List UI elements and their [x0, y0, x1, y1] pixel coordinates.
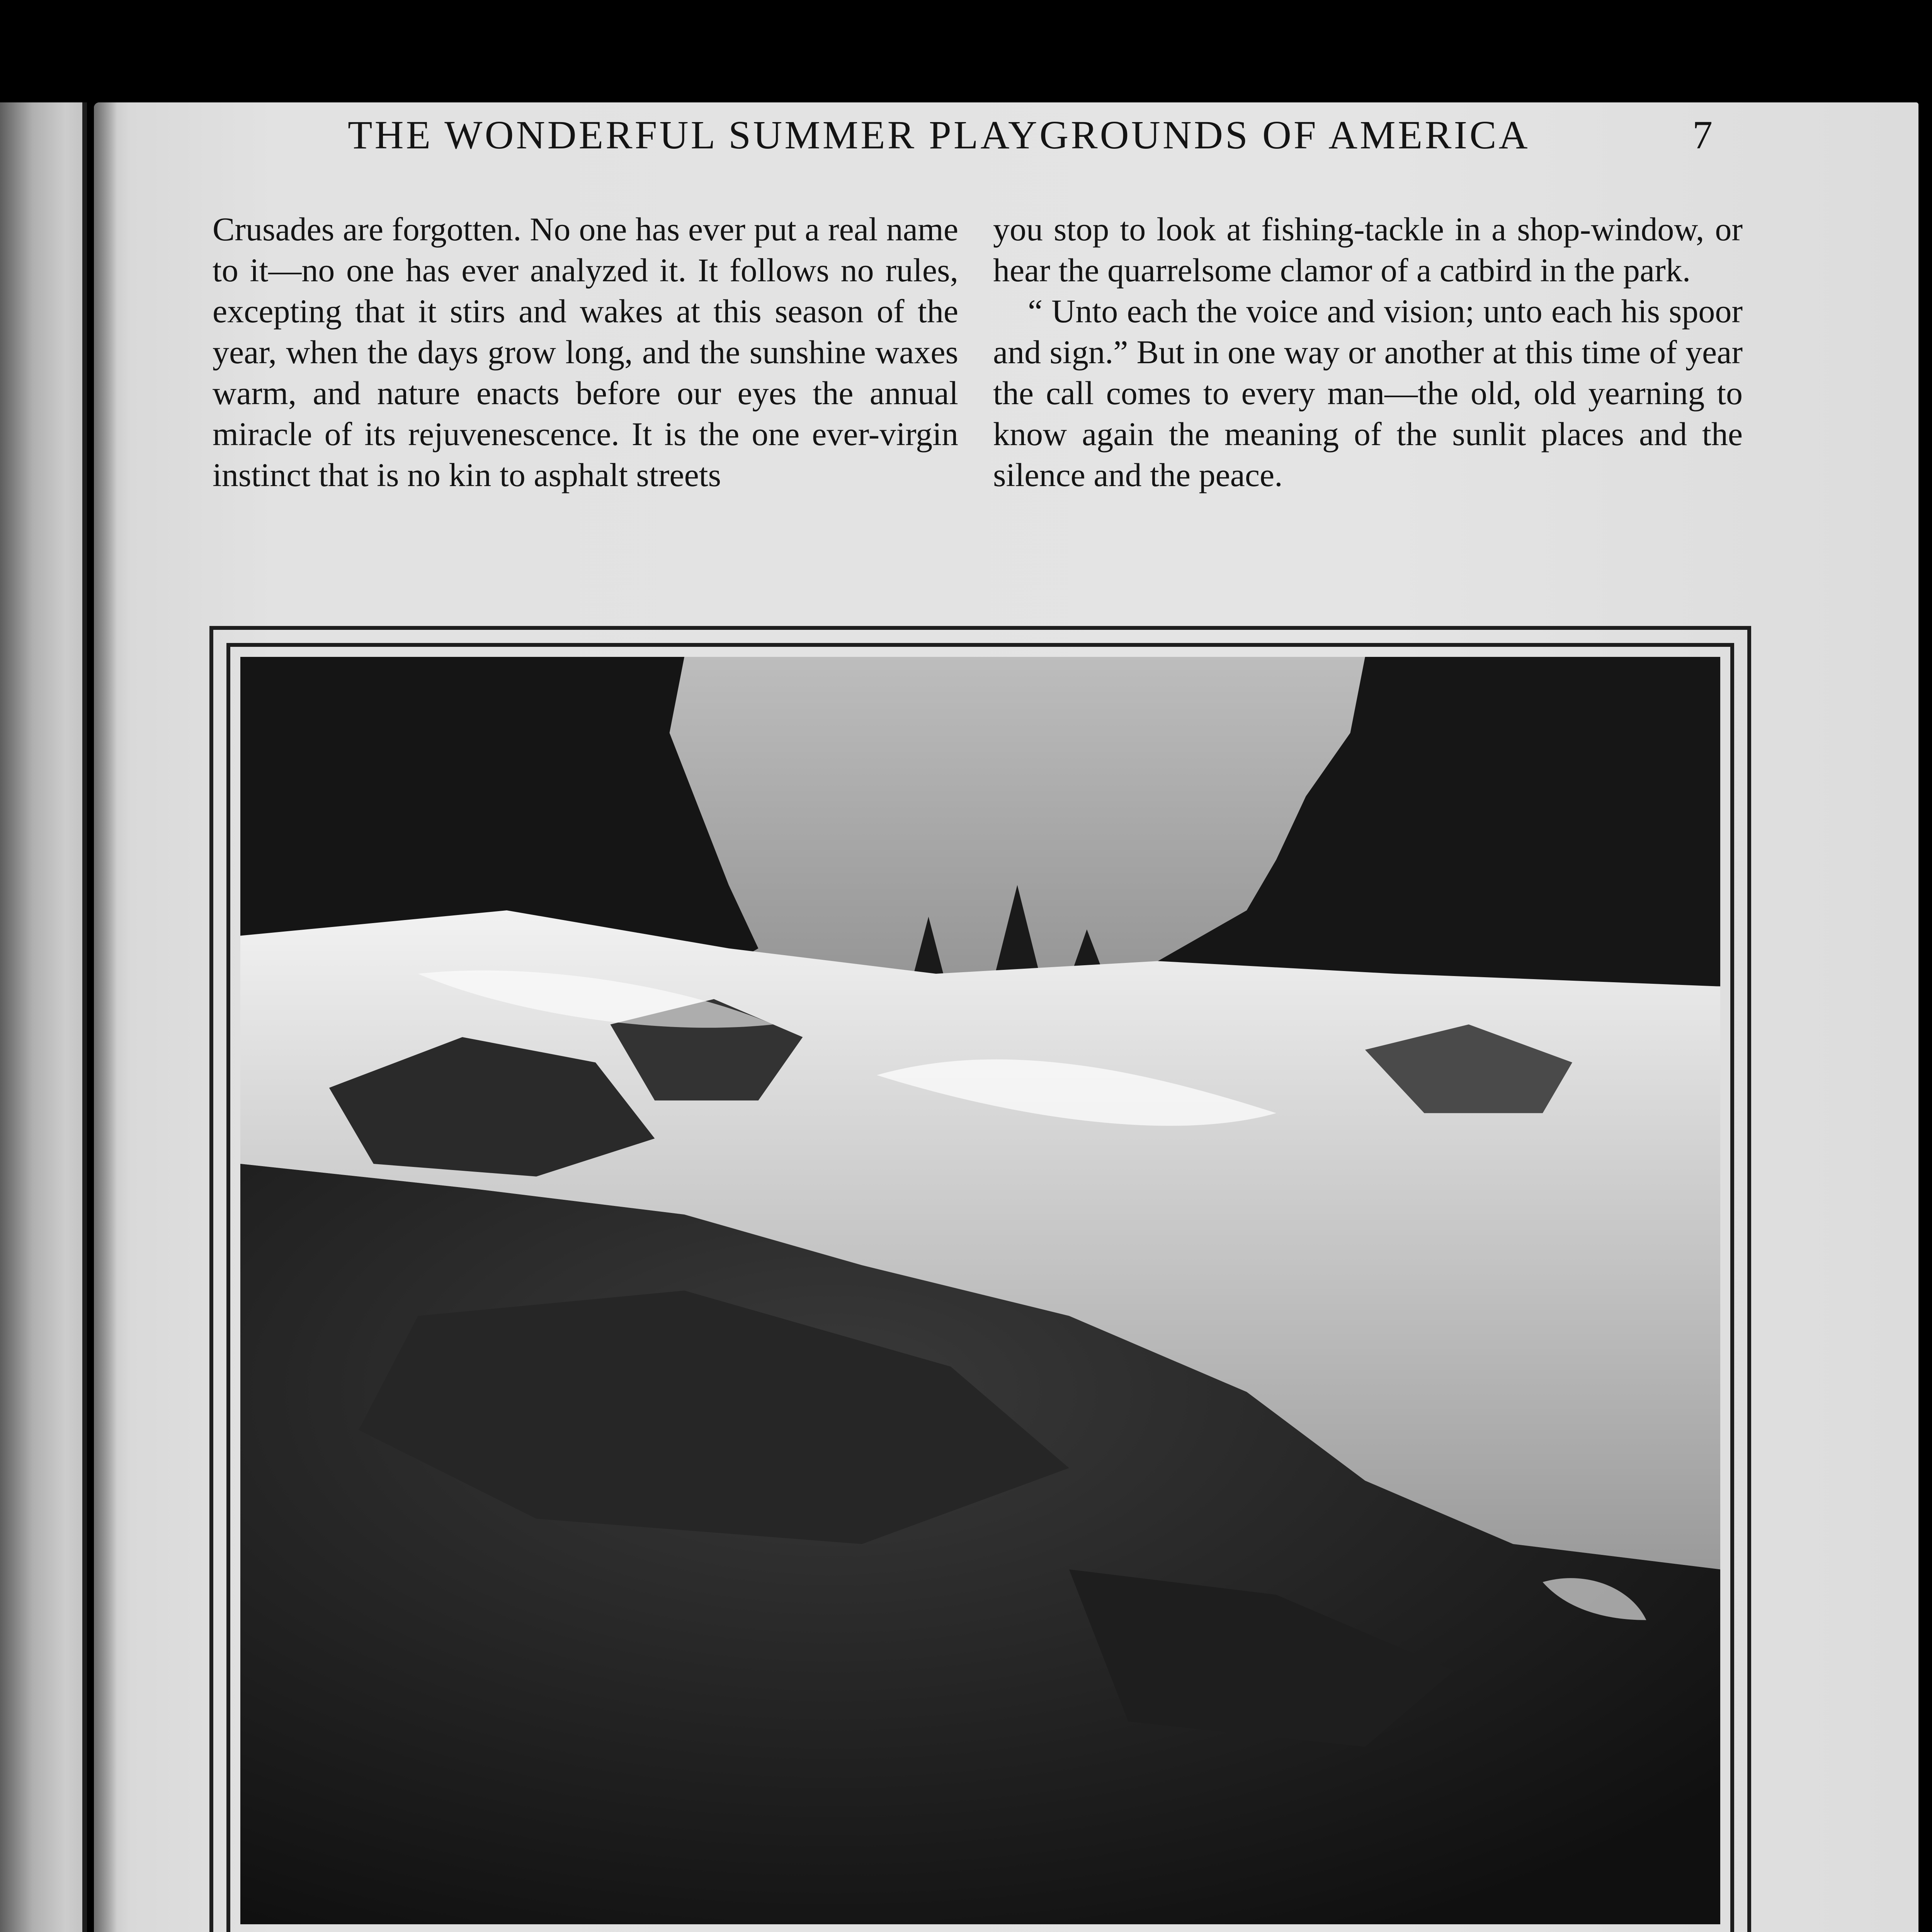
- photo-frame: [209, 626, 1751, 1932]
- top-left-column: [213, 209, 958, 495]
- waterfall-photo: [240, 657, 1720, 1924]
- paragraph: you stop to look at fishing-tackle in a shop-window, or hear the quarrelsome clamor of a catbird in the park.: [993, 211, 1743, 289]
- previous-page-edge: [0, 102, 87, 1932]
- page-number: 7: [1692, 113, 1713, 157]
- paragraph: Crusades are forgotten. No one has ever put a real name to it—no one has ever analyzed it. It follows no rules, excepting that it stirs and wakes at this season of the year, when the days grow long, and the sunshine waxes warm, and nature enacts before our eyes the annual miracle of its rejuvenescence. It is the one ever-virgin instinct that is no kin to asphalt streets: [213, 211, 958, 493]
- top-right-column: [993, 209, 1743, 495]
- photo-inner-border: [226, 643, 1734, 1932]
- paragraph: “ Unto each the voice and vision; unto each his spoor and sign.” But in one way or another at this time of year the call comes to every man—the old, old yearning to know again the meaning of the sunlit places and the silence and the peace.: [993, 293, 1743, 493]
- running-head: THE WONDERFUL SUMMER PLAYGROUNDS OF AMERICA: [348, 113, 1530, 157]
- page-gutter-shadow: [94, 102, 117, 1932]
